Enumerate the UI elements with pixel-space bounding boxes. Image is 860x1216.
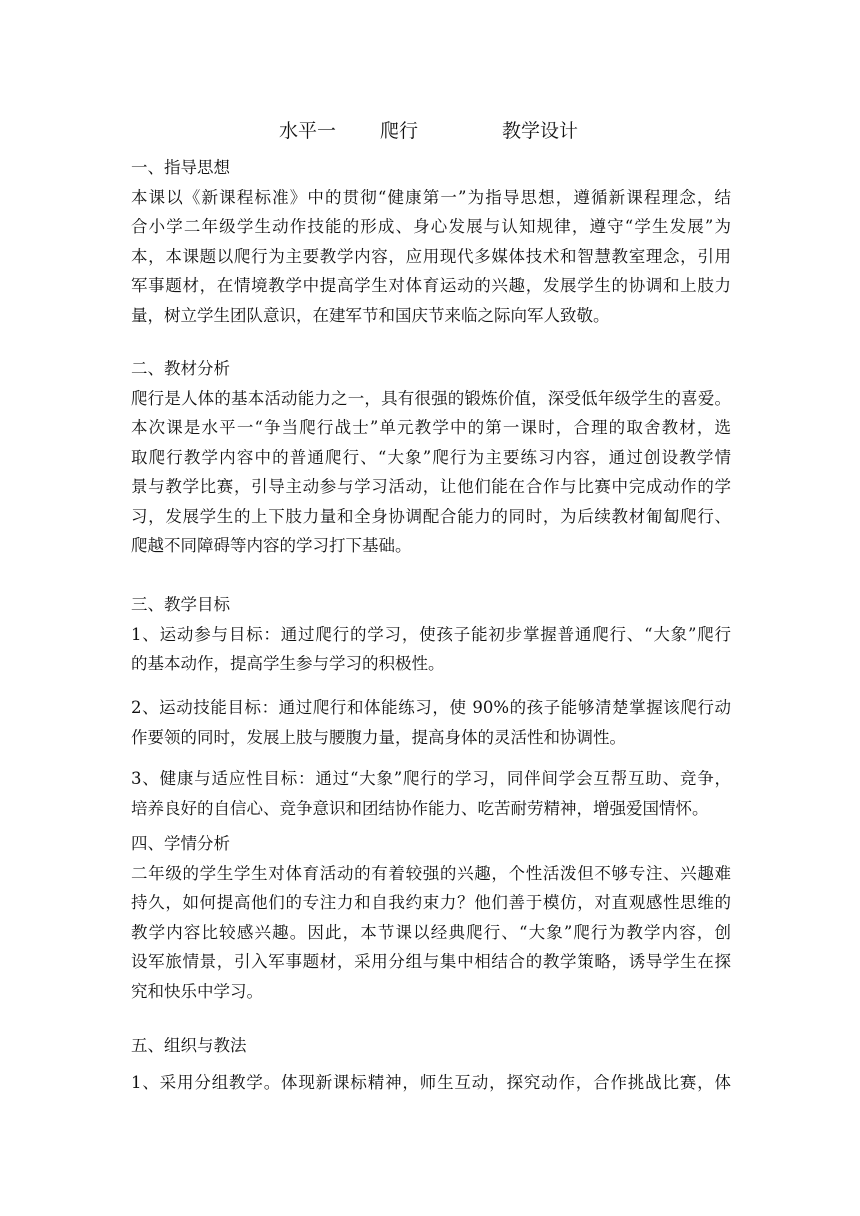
paragraph-line: 爬行是人体的基本活动能力之一，具有很强的锻炼价值，深受低年级学生的喜爱。 xyxy=(131,388,731,408)
paragraph-line: 合小学二年级学生动作技能的形成、身心发展与认知规律，遵守“学生发展”为 xyxy=(131,217,731,236)
paragraph-line: 教学内容比较感兴趣。因此，本节课以经典爬行、“大象”爬行为教学内容，创 xyxy=(131,922,731,942)
section-heading: 四、学情分析 xyxy=(131,834,230,853)
paragraph-line: 本课以《新课程标准》中的贯彻“健康第一”为指导思想，遵循新课程理念，结 xyxy=(131,187,731,207)
section-heading: 二、教材分析 xyxy=(131,359,230,378)
section-heading: 三、教学目标 xyxy=(131,595,230,614)
document-title xyxy=(0,116,860,144)
paragraph-line: 军事题材，在情境教学中提高学生对体育运动的兴趣，发展学生的协调和上肢力 xyxy=(131,276,731,295)
paragraph-line: 的基本动作，提高学生参与学习的积极性。 xyxy=(131,654,445,673)
paragraph-line: 本次课是水平一“争当爬行战士”单元教学中的第一课时，合理的取舍教材，选 xyxy=(131,418,731,437)
paragraph-line: 持久，如何提高他们的专注力和自我约束力？他们善于模仿，对直观感性思维的 xyxy=(131,893,731,912)
paragraph-line: 量，树立学生团队意识，在建军节和国庆节来临之际向军人致敬。 xyxy=(131,305,610,325)
paragraph-line: 究和快乐中学习。 xyxy=(131,981,263,1001)
section-heading: 五、组织与教法 xyxy=(131,1036,247,1055)
paragraph-line: 习，发展学生的上下肢力量和全身协调配合能力的同时，为后续教材匍匐爬行、 xyxy=(131,506,731,526)
paragraph-line: 培养良好的自信心、竞争意识和团结协作能力、吃苦耐劳精神，增强爱国情怀。 xyxy=(131,798,709,818)
paragraph-line: 1、采用分组教学。体现新课标精神，师生互动，探究动作，合作挑战比赛，体 xyxy=(131,1072,731,1092)
paragraph-line: 景与教学比赛，引导主动参与学习活动，让他们能在合作与比赛中完成动作的学 xyxy=(131,477,731,496)
paragraph-line: 二年级的学生学生对体育活动的有着较强的兴趣，个性活泼但不够专注、兴趣难 xyxy=(131,863,731,883)
goal-health xyxy=(131,764,731,823)
section-heading: 一、指导思想 xyxy=(131,158,230,177)
paragraph-line: 爬越不同障碍等内容的学习打下基础。 xyxy=(131,536,412,555)
title-topic: 爬行 xyxy=(380,120,419,142)
paragraph-line: 3、健康与适应性目标：通过“大象”爬行的学习，同伴间学会互帮互助、竞争， xyxy=(131,769,731,788)
section-student-analysis xyxy=(131,829,731,1006)
title-level: 水平一 xyxy=(279,120,337,142)
section-material-analysis xyxy=(131,354,731,561)
title-design: 教学设计 xyxy=(502,120,579,142)
goal-skill xyxy=(131,693,731,752)
section-organization-methods xyxy=(131,1031,731,1097)
section-teaching-goals xyxy=(131,590,731,679)
section-guiding-ideology xyxy=(131,153,731,330)
paragraph-line: 设军旅情景，引入军事题材，采用分组与集中相结合的教学策略，诱导学生在探 xyxy=(131,952,731,971)
paragraph-line: 本，本课题以爬行为主要教学内容，应用现代多媒体技术和智慧教室理念，引用 xyxy=(131,246,731,266)
paragraph-line: 1、运动参与目标：通过爬行的学习，使孩子能初步掌握普通爬行、“大象”爬行 xyxy=(131,624,731,644)
paragraph-line: 作要领的同时，发展上肢与腰腹力量，提高身体的灵活性和协调性。 xyxy=(131,727,626,747)
paragraph-line: 2、运动技能目标：通过爬行和体能练习，使 90%的孩子能够清楚掌握该爬行动 xyxy=(131,698,731,717)
paragraph-line: 取爬行教学内容中的普通爬行、“大象”爬行为主要练习内容，通过创设教学情 xyxy=(131,447,731,467)
